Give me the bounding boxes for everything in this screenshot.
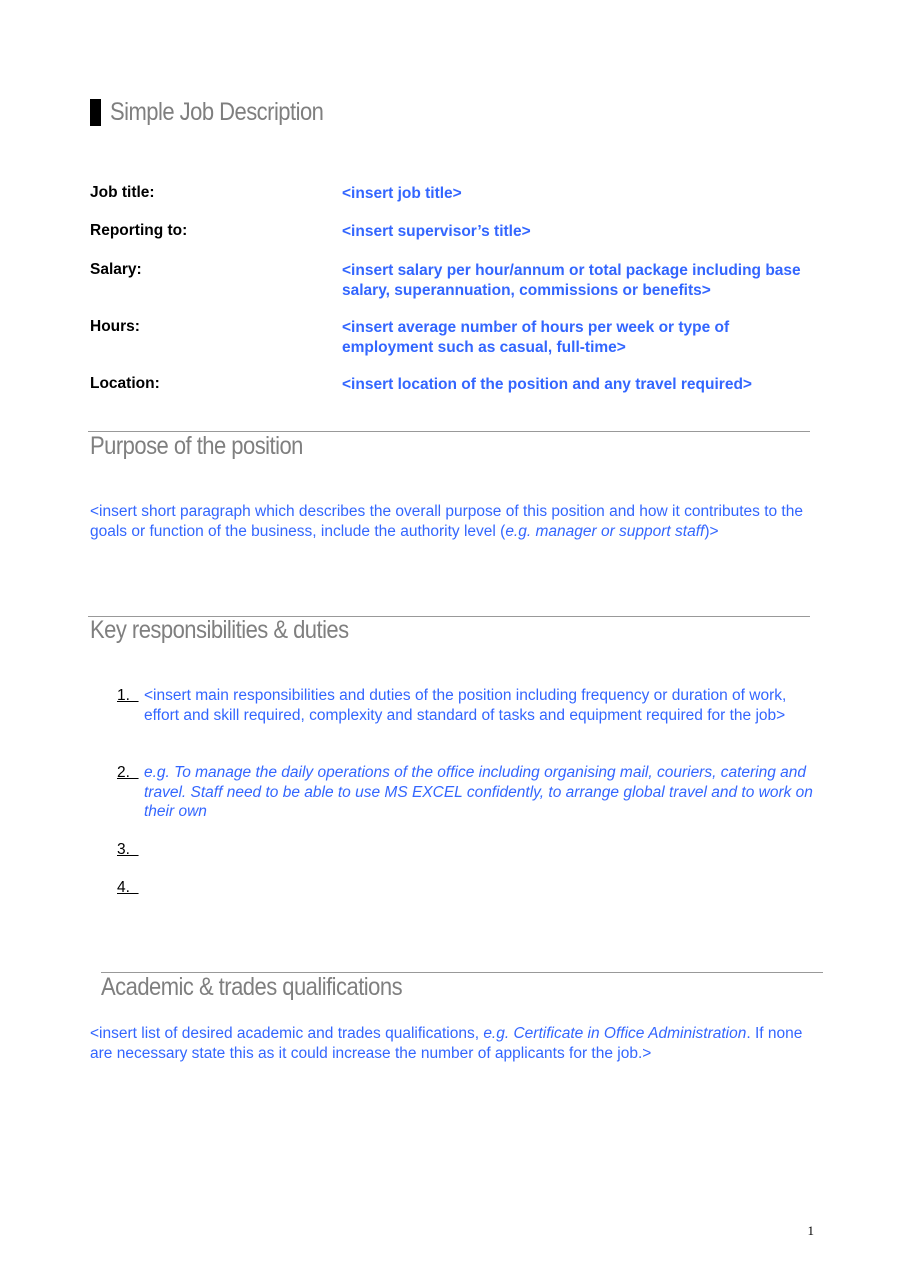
responsibilities-heading: Key responsibilities & duties: [90, 616, 349, 644]
list-item-text: e.g. To manage the daily operations of the office including organising mail, couriers, catering and travel. Staff need to be able to use MS EXCEL confidently, to arrange global travel and to work on their own: [144, 764, 813, 820]
document-title: [90, 96, 352, 128]
page-number: 1: [807, 1223, 814, 1238]
purpose-paragraph: [90, 502, 815, 541]
purpose-heading: Purpose of the position: [90, 432, 303, 460]
title-marker-bar: [90, 99, 101, 126]
qualifications-paragraph: [90, 1024, 818, 1063]
field-value: <insert job title>: [342, 185, 462, 202]
qualifications-heading: Academic & trades qualifications: [101, 973, 403, 1001]
list-item-number: 1.: [117, 687, 139, 704]
purpose-text-start: <insert short paragraph which describes the overall purpose of this position and how it contributes to the goals or function of the business, include the authority level (: [90, 503, 803, 540]
list-item-text: <insert main responsibilities and duties of the position including frequency or duration of work, effort and skill required, complexity and standard of tasks and equipment required for the job>: [144, 687, 787, 724]
field-label: Job title:: [90, 184, 155, 201]
field-value: <insert location of the position and any travel required>: [342, 376, 752, 393]
field-value: <insert supervisor’s title>: [342, 223, 531, 240]
field-label: Salary:: [90, 261, 142, 278]
purpose-text-end: )>: [704, 522, 719, 540]
document-title-text: Simple Job Description: [110, 97, 324, 126]
list-item-number: 2.: [117, 764, 139, 781]
field-label: Hours:: [90, 318, 140, 335]
list-item-number: 4.: [117, 879, 139, 896]
qualifications-text-end: . If none are necessary state this as it could increase the number of applicants for the job.>: [90, 1025, 803, 1062]
field-label: Reporting to:: [90, 222, 188, 239]
field-value: <insert salary per hour/annum or total package including base salary, superannuation, commissions or benefits>: [342, 262, 801, 299]
field-value: <insert average number of hours per week or type of employment such as casual, full-time>: [342, 319, 730, 356]
purpose-text-italic: e.g. manager or support staff: [505, 522, 705, 540]
list-item-number: 3.: [117, 841, 139, 858]
qualifications-text-start: <insert list of desired academic and trades qualifications,: [90, 1025, 484, 1042]
qualifications-text-italic: e.g. Certificate in Office Administration: [483, 1025, 747, 1042]
field-label: Location:: [90, 375, 160, 392]
